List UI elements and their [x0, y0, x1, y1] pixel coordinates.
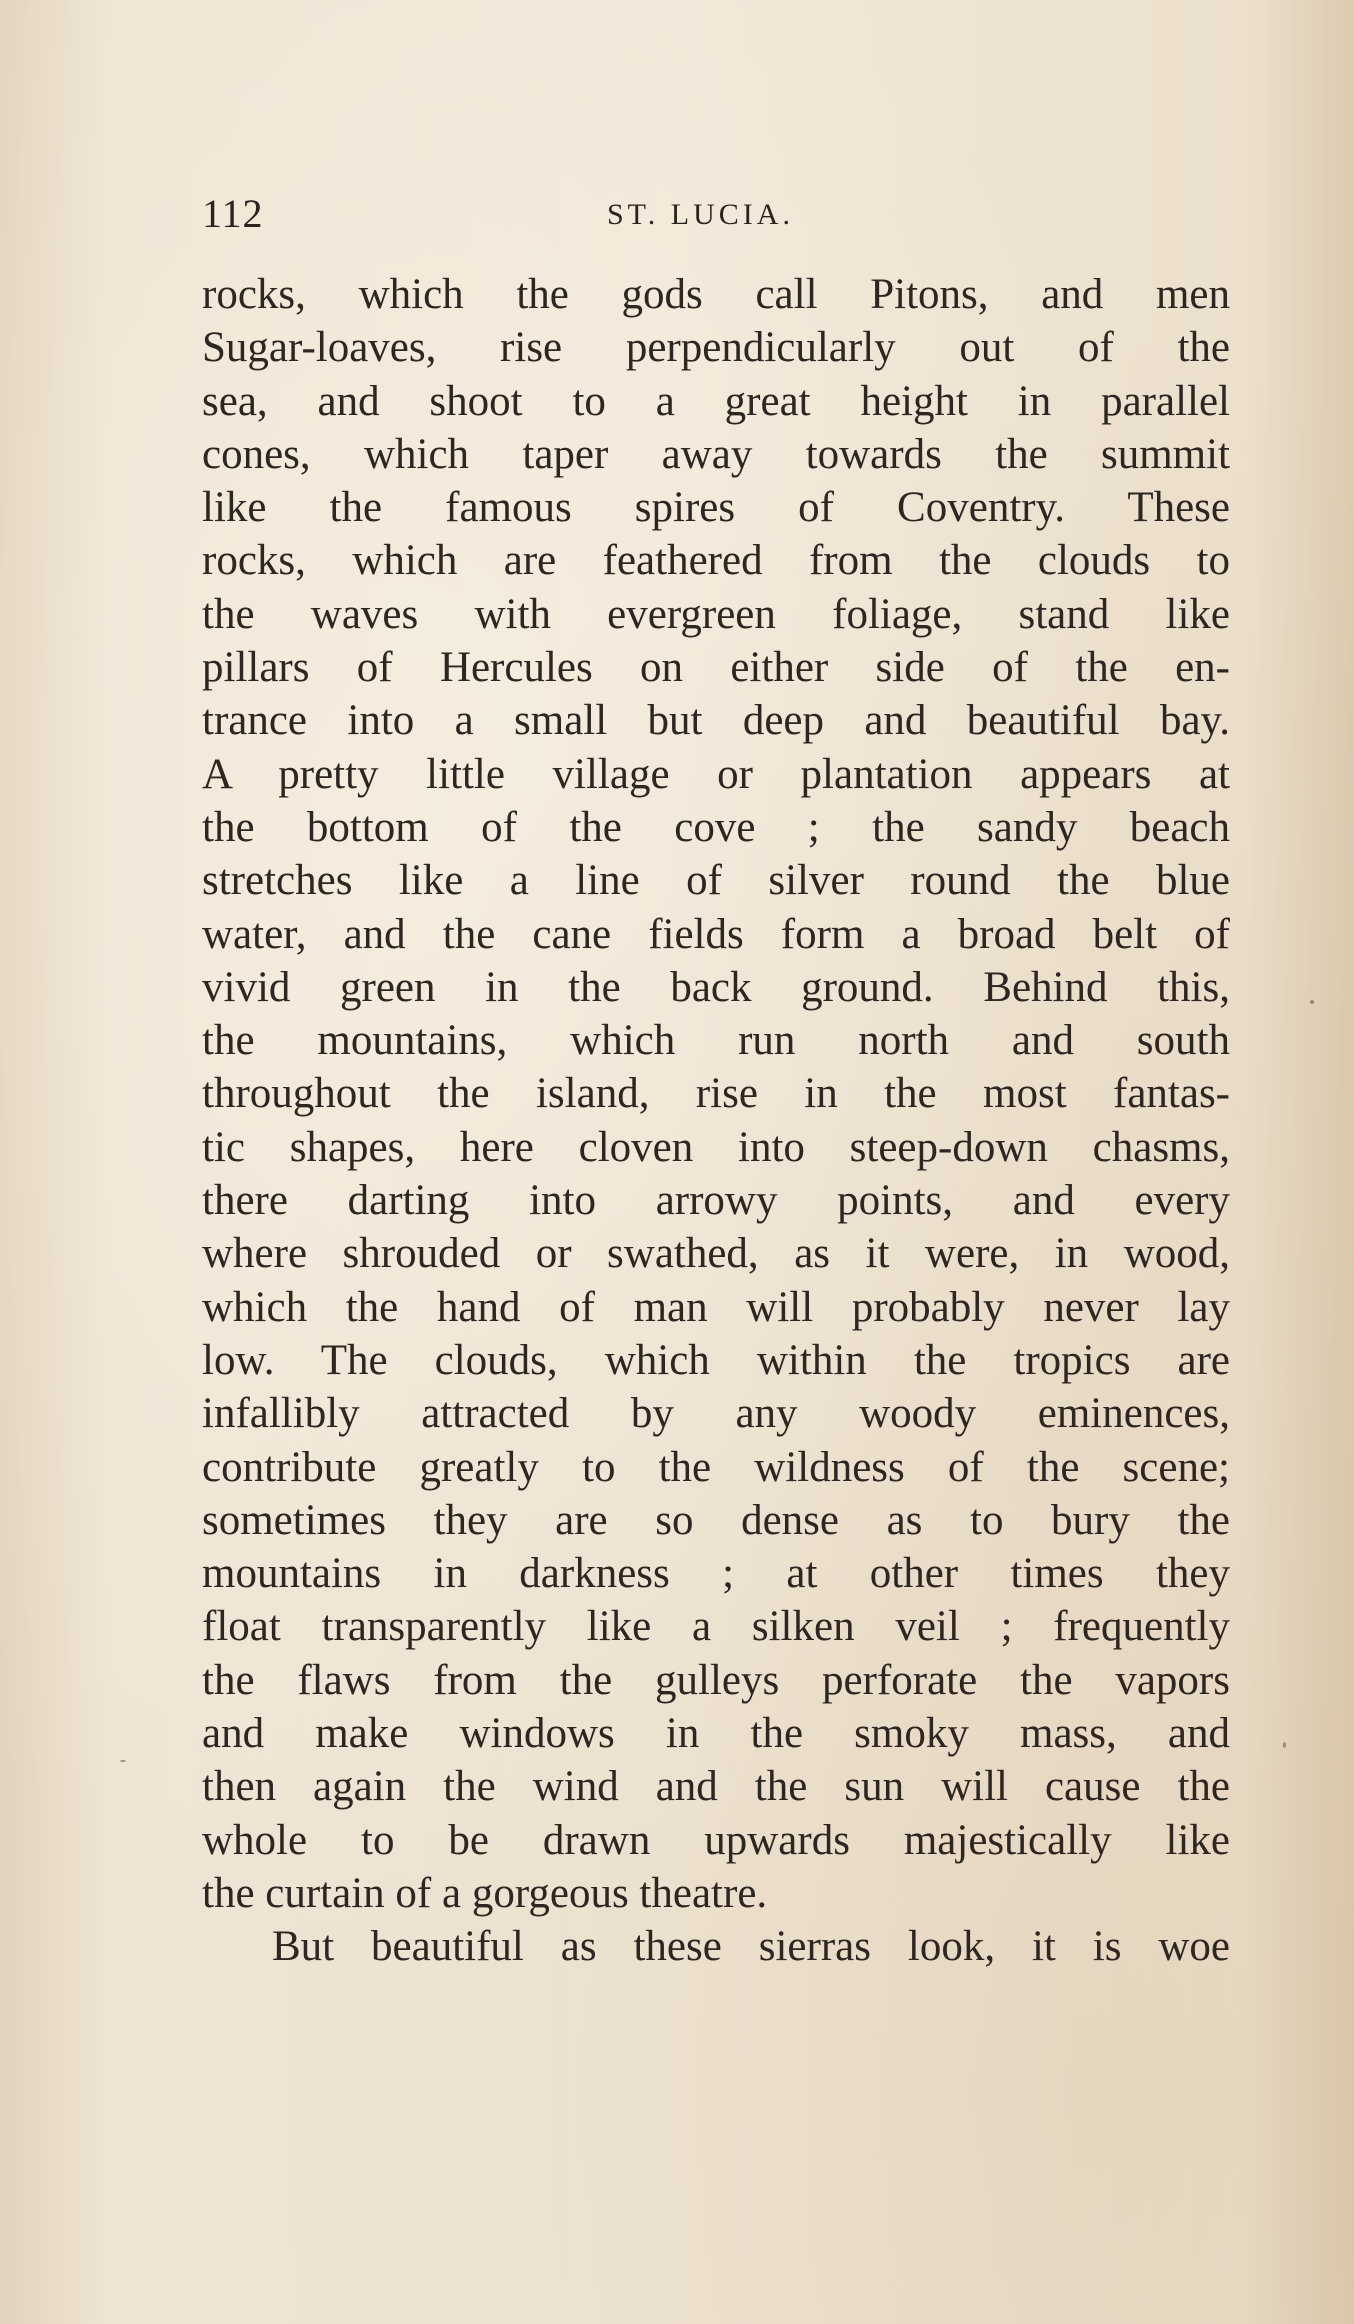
text-line: the mountains, which run north and south: [202, 1017, 1230, 1065]
text-line: A pretty little village or plantation appears at: [202, 750, 1230, 798]
text-line: like the famous spires of Coventry. These: [202, 484, 1230, 532]
paper-speck: [1283, 1742, 1286, 1748]
text-line: there darting into arrowy points, and every: [202, 1177, 1230, 1225]
text-line: vivid green in the back ground. Behind this,: [202, 963, 1230, 1011]
text-line: low. The clouds, which within the tropics are: [202, 1336, 1230, 1384]
text-line: cones, which taper away towards the summit: [202, 430, 1230, 478]
running-title: ST. LUCIA.: [607, 198, 794, 231]
text-line: sea, and shoot to a great height in parallel: [202, 377, 1230, 425]
paper-speck: [1310, 1000, 1314, 1004]
text-line: Sugar-loaves, rise perpendicularly out of the: [202, 324, 1230, 372]
text-line: where shrouded or swathed, as it were, in wood,: [202, 1230, 1230, 1278]
text-line: tic shapes, here cloven into steep-down chasms,: [202, 1123, 1230, 1171]
text-line: and make windows in the smoky mass, and: [202, 1710, 1230, 1758]
text-line: the bottom of the cove ; the sandy beach: [202, 803, 1230, 851]
text-line: mountains in darkness ; at other times they: [202, 1550, 1230, 1598]
text-line: which the hand of man will probably never lay: [202, 1283, 1230, 1331]
text-line: the waves with evergreen foliage, stand like: [202, 590, 1230, 638]
text-line: float transparently like a silken veil ; frequently: [202, 1603, 1230, 1651]
text-line: stretches like a line of silver round the blue: [202, 857, 1230, 905]
text-line: whole to be drawn upwards majestically like: [202, 1816, 1230, 1864]
text-line: trance into a small but deep and beautiful bay.: [202, 697, 1230, 745]
text-line: contribute greatly to the wildness of the scene;: [202, 1443, 1230, 1491]
text-line: But beautiful as these sierras look, it is woe: [272, 1923, 1230, 1971]
text-line: pillars of Hercules on either side of the en-: [202, 644, 1230, 692]
text-line: infallibly attracted by any woody eminences,: [202, 1390, 1230, 1438]
text-line: then again the wind and the sun will cause the: [202, 1763, 1230, 1811]
text-line: the flaws from the gulleys perforate the vapors: [202, 1656, 1230, 1704]
text-line: rocks, which are feathered from the clouds to: [202, 537, 1230, 585]
text-line: sometimes they are so dense as to bury the: [202, 1496, 1230, 1544]
running-head: [202, 190, 1262, 250]
paper-speck: [120, 1760, 126, 1762]
body-text: [202, 268, 1230, 1974]
text-line: throughout the island, rise in the most fantas-: [202, 1070, 1230, 1118]
page-number: 112: [202, 191, 264, 236]
text-line: the curtain of a gorgeous theatre.: [202, 1869, 768, 1917]
text-line: water, and the cane fields form a broad belt of: [202, 910, 1230, 958]
text-line: rocks, which the gods call Pitons, and men: [202, 271, 1230, 318]
